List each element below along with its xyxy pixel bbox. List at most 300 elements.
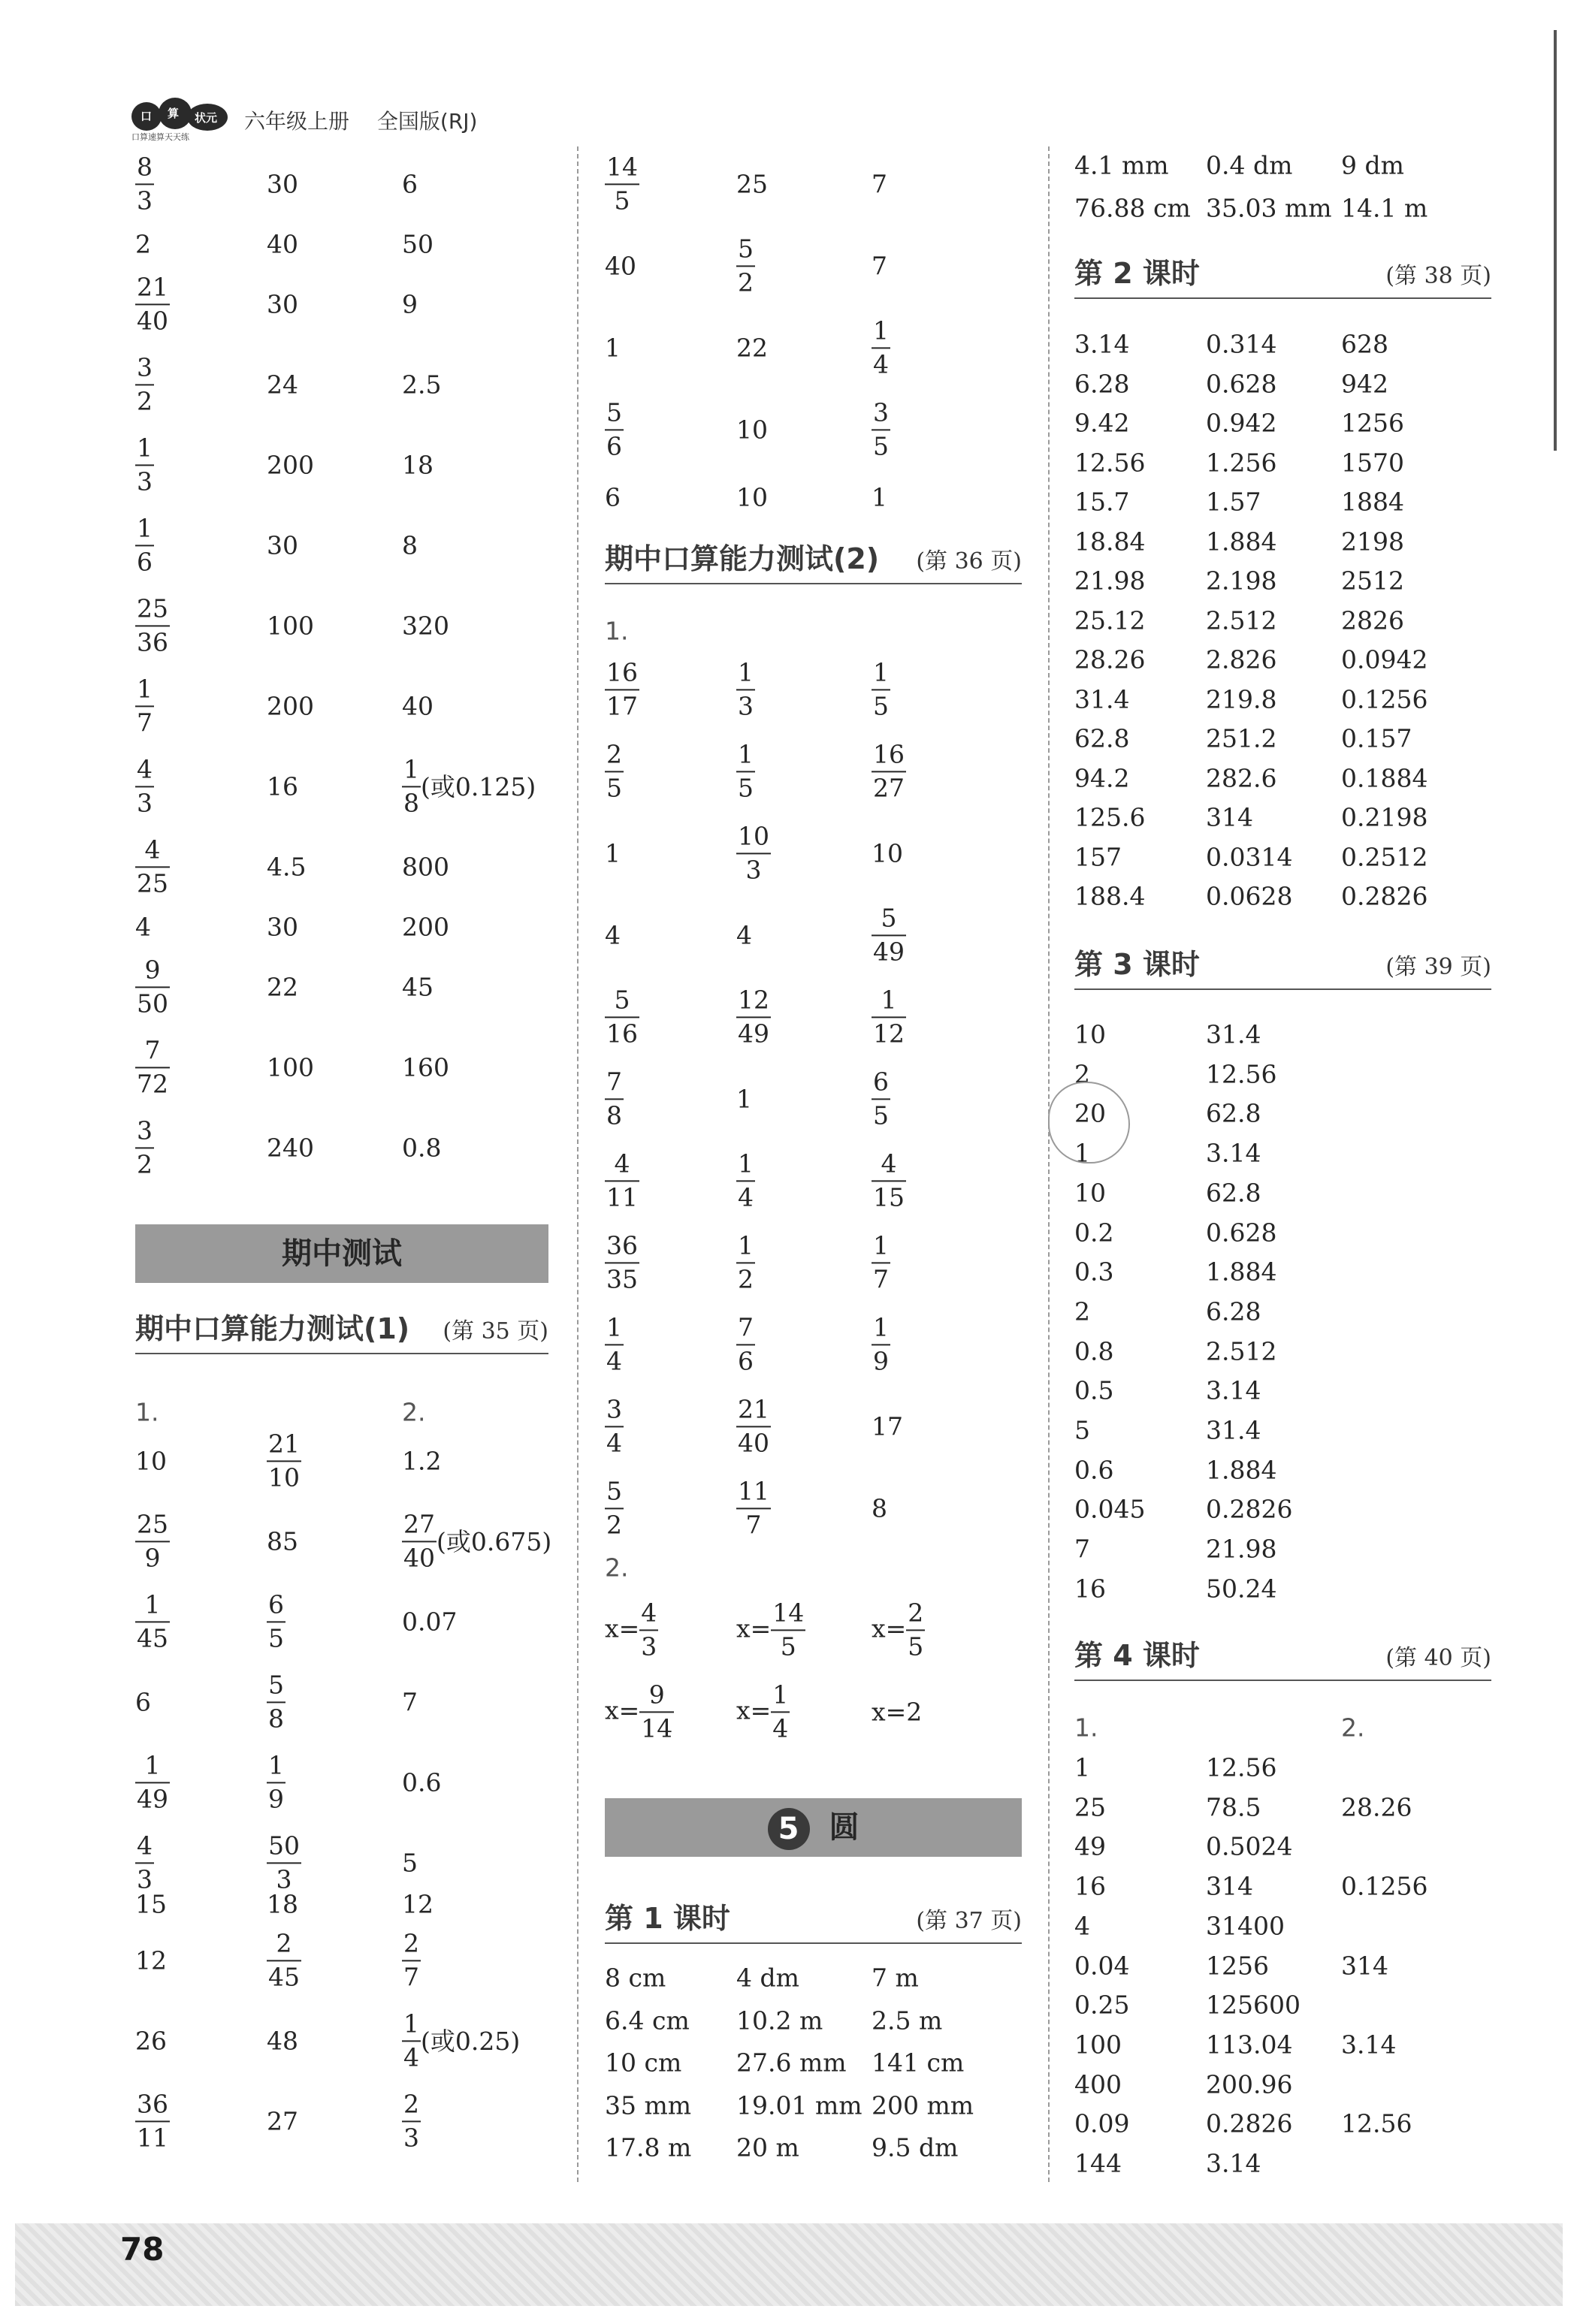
- answer-fraction: [736, 1476, 771, 1539]
- answer-cell: [872, 2048, 965, 2078]
- answer-cell: [1341, 450, 1404, 475]
- section-header: [605, 1900, 1022, 1944]
- answer-cell: [605, 659, 639, 719]
- numerator: 5: [606, 397, 622, 427]
- answer-text: 22: [267, 972, 298, 1002]
- answer-cell: [402, 1052, 449, 1082]
- fraction: [605, 659, 639, 719]
- answer-fraction: [872, 1598, 925, 1661]
- answer-cell: [1074, 450, 1145, 475]
- numerator: 5: [614, 985, 630, 1015]
- answer-text: 40: [605, 251, 636, 281]
- answer-text: 10: [736, 482, 768, 512]
- section-header: [1074, 255, 1491, 299]
- equation-prefix: x=: [872, 1613, 907, 1643]
- answer-cell: [1206, 1534, 1277, 1564]
- answer-text: 0.5024: [1206, 1831, 1293, 1861]
- answer-text: 1: [736, 1084, 752, 1114]
- edition-label: 全国版(RJ): [376, 109, 478, 134]
- numerator: 2: [403, 1928, 419, 1958]
- fraction-bar: [135, 1862, 154, 1864]
- answer-text: 2.512: [1206, 605, 1277, 635]
- answer-text: 3.14: [1206, 2148, 1261, 2178]
- answer-fraction: [872, 1148, 906, 1212]
- answer-cell: [1341, 802, 1428, 832]
- answer-cell: [1074, 881, 1146, 911]
- answer-cell: [1074, 1415, 1090, 1445]
- fraction-bar: [605, 183, 639, 185]
- answer-text: 12: [135, 1945, 167, 1975]
- answer-cell: [1206, 1494, 1293, 1524]
- section-title: 第 2 课时: [1074, 257, 1200, 290]
- footer-band: [15, 2223, 1563, 2306]
- page-number: 78: [120, 2231, 165, 2268]
- answer-text: 9.42: [1074, 408, 1130, 438]
- fraction-bar: [135, 705, 154, 707]
- answer-text: 0.1256: [1341, 1871, 1428, 1901]
- answer-text: 10: [872, 838, 903, 868]
- denominator: 11: [606, 1182, 638, 1212]
- numerator: 1: [268, 1750, 284, 1780]
- answer-fraction: [135, 1035, 170, 1098]
- numerator: 3: [606, 1394, 622, 1424]
- grade-label: 六年级上册: [244, 109, 350, 134]
- numerator: 1: [738, 657, 754, 687]
- fraction: [135, 154, 154, 213]
- answer-cell: [402, 912, 449, 942]
- answer-text: 100: [267, 1052, 314, 1082]
- answer-cell: [605, 2090, 692, 2120]
- answer-cell: [872, 1069, 890, 1128]
- answer-cell: [1074, 765, 1129, 790]
- answer-text: 28.26: [1341, 1792, 1412, 1822]
- denominator: 7: [137, 708, 153, 737]
- numerator: 25: [137, 593, 168, 623]
- answer-cell: [736, 415, 768, 445]
- answer-text: 19.01 mm: [736, 2090, 863, 2120]
- numerator: 3: [873, 397, 889, 427]
- numerator: 1: [873, 1230, 889, 1260]
- question-label: 2.: [402, 1397, 426, 1427]
- answer-cell: [1074, 844, 1122, 869]
- answer-text: 40: [402, 691, 434, 721]
- answer-cell: [1074, 1220, 1113, 1245]
- answer-cell: [1074, 371, 1129, 396]
- denominator: 4: [738, 1182, 754, 1212]
- answer-text: 21.98: [1206, 1534, 1277, 1564]
- fraction: [135, 1589, 170, 1652]
- answer-text: 12.56: [1206, 1059, 1277, 1089]
- answer-text: 27.6 mm: [736, 2048, 847, 2078]
- answer-cell: [1074, 1296, 1090, 1326]
- answer-cell: [135, 957, 170, 1016]
- answer-text: 15.7: [1074, 487, 1130, 517]
- answer-fraction: [872, 739, 906, 802]
- answer-fraction: [605, 657, 639, 720]
- equation-prefix: x=: [736, 1613, 772, 1643]
- numerator: 1: [772, 1680, 789, 1710]
- answer-cell: [872, 397, 890, 460]
- answer-cell: [267, 450, 314, 480]
- answer-cell: [736, 1682, 790, 1741]
- fraction: [736, 741, 755, 801]
- fraction: [135, 1511, 170, 1571]
- answer-cell: [605, 1963, 666, 1993]
- answer-text: 0.628: [1206, 369, 1277, 398]
- fraction: [872, 315, 890, 379]
- answer-fraction: [872, 315, 890, 379]
- answer-fraction: [605, 1476, 624, 1539]
- section-header: [135, 1311, 548, 1354]
- answer-text: 6: [402, 169, 418, 199]
- answer-cell: [1074, 802, 1146, 832]
- fraction-bar: [736, 1180, 755, 1182]
- answer-cell: [872, 1963, 919, 1993]
- answer-text: 85: [267, 1526, 298, 1556]
- answer-cell: [1206, 1990, 1301, 2020]
- answer-text: 113.04: [1206, 2030, 1293, 2060]
- numerator: 5: [606, 1476, 622, 1506]
- answer-cell: [1341, 723, 1412, 753]
- answer-text: 1: [872, 482, 887, 512]
- answer-cell: [605, 1396, 624, 1456]
- answer-text: 3.14: [1206, 1375, 1261, 1405]
- answer-fraction: [267, 1928, 301, 1991]
- answer-cell: [1074, 1871, 1106, 1901]
- answer-text: 240: [267, 1133, 314, 1163]
- answer-text: 4.1 mm: [1074, 150, 1169, 180]
- answer-text: 15: [135, 1889, 167, 1919]
- answer-text: 0.8: [402, 1133, 442, 1163]
- denominator: 5: [873, 431, 889, 460]
- fraction: [605, 987, 639, 1046]
- answer-text: 30: [267, 169, 298, 199]
- answer-cell: [1074, 1375, 1114, 1405]
- fraction: [135, 274, 170, 334]
- fraction: [736, 1478, 771, 1538]
- fraction: [736, 1148, 755, 1212]
- denominator: 40: [137, 306, 168, 335]
- answer-cell: [1074, 1792, 1106, 1822]
- answer-fraction: [736, 1598, 805, 1661]
- fraction: [135, 676, 154, 735]
- answer-cell: [1206, 371, 1276, 396]
- denominator: 2: [738, 267, 754, 297]
- answer-fraction: [402, 2089, 421, 2152]
- numerator: 1: [144, 1750, 161, 1780]
- answer-text: 9.5 dm: [872, 2132, 959, 2163]
- numerator: 1: [738, 739, 754, 769]
- fraction-bar: [736, 689, 755, 690]
- answer-text: 0.942: [1206, 408, 1277, 438]
- answer-cell: [135, 1889, 167, 1919]
- answer-text: 31.4: [1206, 1019, 1261, 1049]
- numerator: 1: [873, 1312, 889, 1342]
- fraction: [605, 397, 624, 460]
- answer-fraction: [872, 1312, 890, 1375]
- answer-cell: [872, 987, 906, 1046]
- numerator: 1: [403, 754, 419, 784]
- answer-text: 31400: [1206, 1911, 1285, 1941]
- answer-cell: [736, 1396, 771, 1456]
- answer-cell: [872, 905, 906, 964]
- answer-text: 942: [1341, 369, 1388, 398]
- answer-cell: [1074, 150, 1169, 180]
- denominator: 3: [641, 1631, 657, 1661]
- numerator: 2: [276, 1928, 292, 1958]
- fraction-bar: [267, 1782, 285, 1783]
- answer-cell: [1074, 723, 1130, 753]
- page-edge-mark: [1554, 30, 1557, 451]
- answer-cell: [872, 838, 903, 868]
- numerator: 14: [772, 1598, 805, 1628]
- denominator: 5: [738, 773, 754, 802]
- answer-cell: [267, 1672, 285, 1731]
- denominator: 17: [606, 691, 638, 720]
- answer-cell: [605, 1600, 658, 1659]
- answer-text: 0.04: [1074, 1951, 1130, 1980]
- fraction: [135, 593, 170, 656]
- answer-cell: [736, 1963, 799, 1993]
- answer-cell: [736, 2132, 799, 2163]
- answer-cell: [1206, 1336, 1277, 1366]
- numerator: 21: [268, 1429, 300, 1459]
- answer-cell: [402, 1687, 418, 1717]
- answer-text: 76.88 cm: [1074, 193, 1191, 223]
- answer-text: 6: [135, 1687, 151, 1717]
- answer-cell: [1206, 765, 1276, 790]
- answer-text: 4: [605, 920, 621, 950]
- answer-cell: [1074, 1574, 1106, 1604]
- fraction: [736, 823, 771, 883]
- answer-cell: [267, 530, 298, 560]
- answer-cell: [1074, 1494, 1146, 1524]
- denominator: 10: [268, 1462, 300, 1492]
- answer-text: 3.14: [1341, 2030, 1397, 2060]
- fraction-bar: [135, 303, 170, 305]
- fraction: [402, 1511, 437, 1571]
- answer-cell: [267, 1052, 314, 1082]
- answer-cell: [1074, 684, 1130, 714]
- answer-cell: [872, 315, 890, 379]
- answer-text: 314: [1206, 802, 1253, 832]
- answer-cell: [736, 333, 768, 363]
- fraction: [639, 1682, 674, 1741]
- answer-text: 0.09: [1074, 2108, 1130, 2138]
- answer-text: 0.0314: [1206, 842, 1293, 871]
- answer-cell: [872, 741, 906, 801]
- answer-text: 4 dm: [736, 1963, 799, 1993]
- answer-cell: [135, 352, 154, 415]
- answer-text: 62.8: [1206, 1098, 1261, 1128]
- answer-text: 628: [1341, 329, 1388, 359]
- answer-cell: [1074, 1534, 1090, 1564]
- fraction-bar: [736, 771, 755, 772]
- answer-cell: [1341, 881, 1428, 911]
- answer-cell: [736, 1148, 755, 1212]
- fraction: [135, 2091, 170, 2150]
- fraction-bar: [872, 771, 906, 772]
- fraction-bar: [639, 1711, 674, 1713]
- fraction: [402, 2011, 421, 2070]
- answer-fraction: [267, 1750, 285, 1813]
- section-header: [605, 541, 1022, 584]
- answer-text: 200 mm: [872, 2090, 974, 2120]
- answer-text: 125.6: [1074, 802, 1146, 832]
- answer-text: 0.3: [1074, 1257, 1114, 1287]
- answer-cell: [1206, 1831, 1293, 1861]
- answer-text: 0.6: [1074, 1455, 1114, 1485]
- answer-text: 12.56: [1341, 2108, 1412, 2138]
- fraction: [872, 397, 890, 460]
- fraction: [267, 1589, 285, 1652]
- answer-cell: [402, 370, 442, 400]
- answer-cell: [1074, 2069, 1122, 2099]
- fraction-bar: [267, 1960, 301, 1961]
- fraction-bar: [135, 1067, 170, 1068]
- answer-cell: [267, 169, 298, 199]
- answer-cell: [1206, 1953, 1269, 1978]
- answer-text: 28.26: [1074, 644, 1146, 675]
- answer-cell: [402, 229, 434, 259]
- answer-text: 20 m: [736, 2132, 799, 2163]
- answer-cell: [1341, 844, 1427, 869]
- denominator: 4: [772, 1713, 789, 1743]
- answer-cell: [1074, 1178, 1106, 1208]
- answer-text: 141 cm: [872, 2048, 965, 2078]
- answer-cell: [605, 1069, 624, 1128]
- numerator: 1: [873, 315, 889, 346]
- denominator: 3: [745, 855, 762, 884]
- answer-cell: [736, 169, 768, 199]
- answer-text: 5: [402, 1848, 418, 1878]
- answer-cell: [402, 530, 418, 560]
- fraction-bar: [402, 786, 421, 787]
- answer-text: 188.4: [1074, 881, 1146, 911]
- answer-text: 1.2: [402, 1446, 442, 1476]
- answer-cell: [135, 274, 170, 334]
- fraction: [771, 1600, 805, 1659]
- answer-text: x=2: [872, 1697, 923, 1727]
- answer-cell: [1206, 605, 1277, 635]
- numerator: 14: [606, 152, 638, 182]
- denominator: 25: [137, 868, 168, 898]
- answer-cell: [736, 1478, 771, 1538]
- answer-cell: [872, 1411, 903, 1441]
- answer-cell: [605, 1148, 639, 1212]
- answer-cell: [135, 593, 170, 656]
- denominator: 49: [137, 1784, 168, 1813]
- answer-text: 78.5: [1206, 1792, 1261, 1822]
- answer-cell: [402, 611, 449, 641]
- answer-cell: [135, 2091, 170, 2150]
- answer-cell: [736, 2048, 847, 2078]
- answer-cell: [872, 1600, 925, 1659]
- denominator: 9: [144, 1543, 161, 1572]
- numerator: 7: [144, 1035, 161, 1065]
- answer-fraction: [872, 985, 906, 1048]
- numerator: 12: [738, 985, 769, 1015]
- fraction: [267, 1672, 285, 1731]
- fraction-bar: [605, 689, 639, 690]
- answer-cell: [1206, 1415, 1261, 1445]
- answer-cell: [605, 2132, 692, 2163]
- section-page-ref: (第 39 页): [1385, 954, 1491, 980]
- answer-text: 0.2198: [1341, 802, 1428, 832]
- answer-cell: [267, 1431, 301, 1490]
- answer-cell: [1206, 450, 1276, 475]
- answer-cell: [736, 741, 755, 801]
- denominator: 7: [403, 1962, 419, 1991]
- answer-cell: [605, 1314, 624, 1374]
- fraction: [402, 2091, 421, 2150]
- answer-cell: [402, 1930, 421, 1990]
- denominator: 5: [614, 186, 630, 215]
- answer-cell: [605, 987, 639, 1046]
- numerator: 1: [873, 657, 889, 687]
- answer-cell: [267, 2106, 298, 2136]
- answer-cell: [1074, 1990, 1130, 2020]
- answer-cell: [872, 169, 887, 199]
- answer-text: 100: [267, 611, 314, 641]
- fraction: [402, 756, 421, 816]
- answer-text: 4: [736, 920, 752, 950]
- answer-cell: [1074, 1336, 1114, 1366]
- answer-cell: [135, 1511, 170, 1571]
- answer-cell: [1341, 193, 1428, 223]
- answer-cell: [1206, 150, 1293, 180]
- equation-prefix: x=: [736, 1695, 772, 1725]
- fraction: [135, 435, 154, 494]
- denominator: 5: [268, 1623, 284, 1652]
- answer-cell: [135, 1687, 151, 1717]
- answer-text: 200.96: [1206, 2069, 1293, 2099]
- answer-cell: [1074, 529, 1145, 554]
- section-header: [1074, 946, 1491, 990]
- denominator: 3: [403, 2123, 419, 2152]
- answer-fraction: [736, 1680, 790, 1743]
- chapter-title: [605, 1798, 1022, 1857]
- column-divider: [577, 146, 579, 2182]
- answer-cell: [402, 1511, 551, 1571]
- denominator: 3: [137, 186, 153, 215]
- answer-cell: [605, 920, 621, 950]
- answer-cell: [1206, 1257, 1277, 1287]
- answer-cell: [872, 1148, 906, 1212]
- denominator: 27: [873, 773, 905, 802]
- answer-cell: [736, 1600, 805, 1659]
- answer-text: 22: [736, 333, 768, 363]
- fraction-bar: [135, 2120, 170, 2122]
- fraction-bar: [605, 1180, 639, 1182]
- numerator: 50: [268, 1831, 300, 1861]
- numerator: 7: [606, 1067, 622, 1097]
- answer-text: 2.826: [1206, 644, 1277, 675]
- denominator: 7: [745, 1510, 762, 1539]
- section-page-ref: (第 37 页): [916, 1908, 1022, 1934]
- answer-text: 18: [402, 450, 434, 480]
- answer-fraction: [736, 821, 771, 884]
- answer-cell: [1206, 408, 1277, 438]
- chapter-number: 5: [768, 1808, 810, 1850]
- answer-text: 2: [1074, 1296, 1090, 1326]
- answer-cell: [1074, 193, 1191, 223]
- answer-cell: [1206, 2069, 1293, 2099]
- answer-text: 2.512: [1206, 1336, 1277, 1366]
- answer-text: 6.4 cm: [605, 2006, 690, 2035]
- numerator: 4: [137, 1831, 153, 1861]
- answer-text: 0.2826: [1341, 881, 1428, 911]
